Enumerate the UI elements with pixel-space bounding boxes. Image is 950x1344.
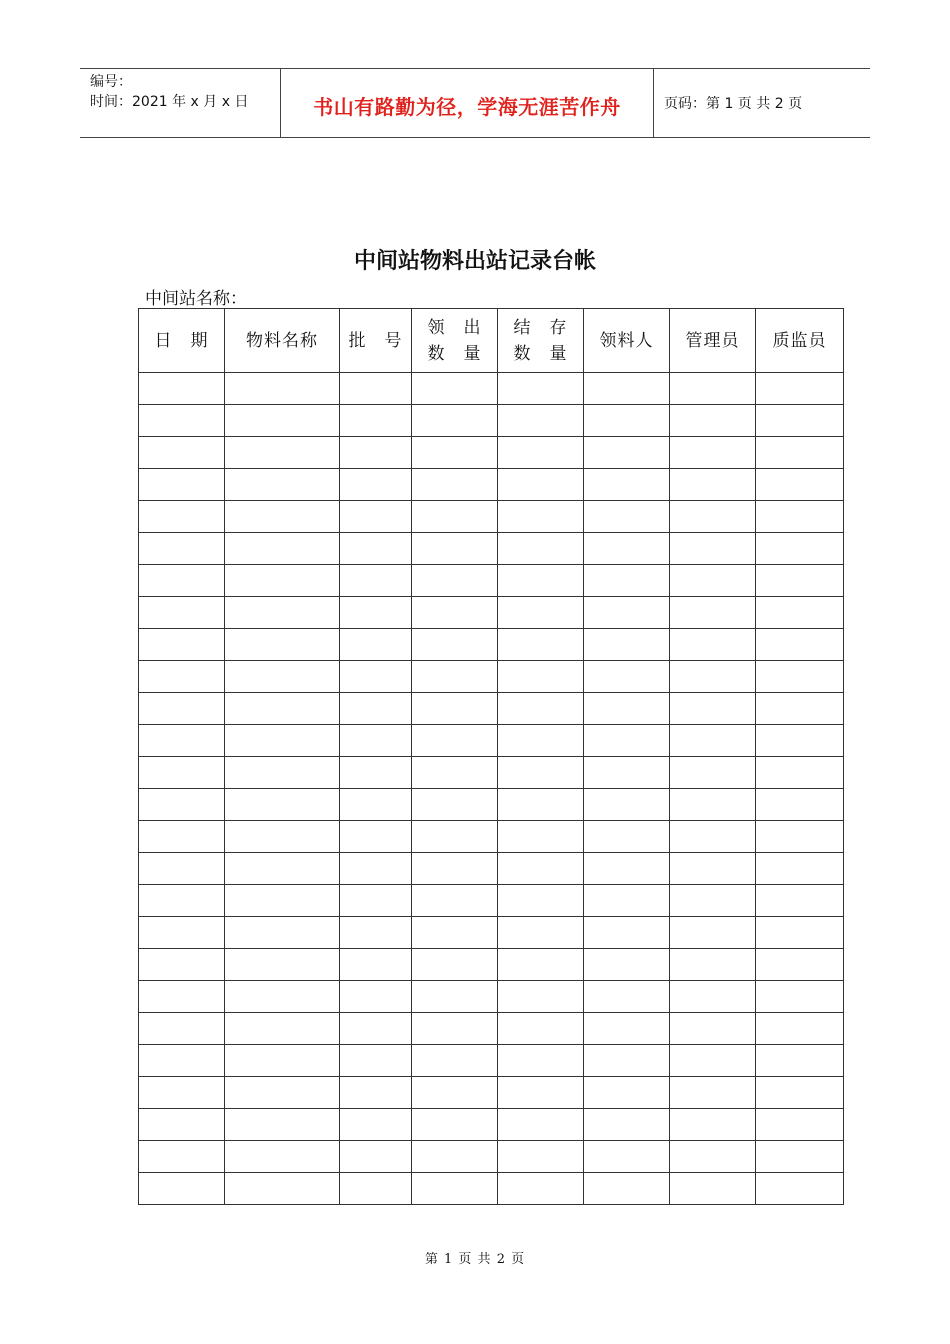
table-cell[interactable]	[340, 757, 412, 789]
table-cell[interactable]	[139, 597, 225, 629]
table-cell[interactable]	[670, 853, 756, 885]
table-row	[139, 789, 844, 821]
table-cell[interactable]	[225, 597, 340, 629]
table-cell[interactable]	[412, 501, 498, 533]
table-cell[interactable]	[412, 661, 498, 693]
table-cell[interactable]	[756, 1141, 844, 1173]
table-row	[139, 629, 844, 661]
header-meta	[80, 69, 281, 137]
table-cell[interactable]	[670, 1077, 756, 1109]
table-cell[interactable]	[340, 725, 412, 757]
table-row	[139, 1173, 844, 1205]
table-cell[interactable]	[225, 1045, 340, 1077]
table-cell[interactable]	[139, 917, 225, 949]
table-cell[interactable]	[340, 1141, 412, 1173]
table-cell[interactable]	[584, 1109, 670, 1141]
table-cell[interactable]	[340, 821, 412, 853]
table-cell[interactable]	[756, 1173, 844, 1205]
table-cell[interactable]	[584, 661, 670, 693]
table-cell[interactable]	[498, 1141, 584, 1173]
column-header-batch-number: 批 号	[340, 309, 412, 373]
table-cell[interactable]	[412, 725, 498, 757]
table-cell[interactable]	[139, 1045, 225, 1077]
table-cell[interactable]	[670, 597, 756, 629]
table-cell[interactable]	[756, 789, 844, 821]
table-cell[interactable]	[670, 437, 756, 469]
table-cell[interactable]	[756, 821, 844, 853]
table-row	[139, 1141, 844, 1173]
table-cell[interactable]	[584, 757, 670, 789]
table-cell[interactable]	[756, 597, 844, 629]
table-cell[interactable]	[498, 1077, 584, 1109]
station-name-label: 中间站名称：	[145, 289, 247, 309]
table-cell[interactable]	[139, 757, 225, 789]
page-footer: 第 1 页 共 2 页	[424, 1252, 526, 1267]
table-cell[interactable]	[670, 693, 756, 725]
table-cell[interactable]	[498, 405, 584, 437]
table-row	[139, 949, 844, 981]
table-cell[interactable]	[498, 693, 584, 725]
table-cell[interactable]	[670, 469, 756, 501]
table-cell[interactable]	[756, 437, 844, 469]
table-cell[interactable]	[584, 1077, 670, 1109]
table-cell[interactable]	[340, 629, 412, 661]
table-cell[interactable]	[412, 693, 498, 725]
table-cell[interactable]	[139, 949, 225, 981]
table-cell[interactable]	[756, 661, 844, 693]
table-cell[interactable]	[756, 981, 844, 1013]
table-cell[interactable]	[340, 789, 412, 821]
table-cell[interactable]	[670, 725, 756, 757]
table-cell[interactable]	[584, 949, 670, 981]
table-cell[interactable]	[498, 917, 584, 949]
table-cell[interactable]	[670, 1045, 756, 1077]
table-cell[interactable]	[670, 885, 756, 917]
table-cell[interactable]	[139, 629, 225, 661]
date-label: 时间：2021 年 x 月 x 日	[90, 94, 249, 110]
table-cell[interactable]	[139, 853, 225, 885]
table-cell[interactable]	[412, 533, 498, 565]
table-cell[interactable]	[225, 565, 340, 597]
table-cell[interactable]	[225, 789, 340, 821]
table-cell[interactable]	[670, 661, 756, 693]
table-cell[interactable]	[340, 565, 412, 597]
table-cell[interactable]	[412, 1173, 498, 1205]
table-row	[139, 693, 844, 725]
table-cell[interactable]	[412, 917, 498, 949]
table-cell[interactable]	[340, 469, 412, 501]
table-cell[interactable]	[756, 1045, 844, 1077]
table-row	[139, 661, 844, 693]
table-cell[interactable]	[670, 981, 756, 1013]
table-cell[interactable]	[225, 917, 340, 949]
table-cell[interactable]	[340, 917, 412, 949]
table-cell[interactable]	[412, 885, 498, 917]
table-cell[interactable]	[340, 981, 412, 1013]
table-cell[interactable]	[340, 501, 412, 533]
table-row	[139, 1077, 844, 1109]
table-cell[interactable]	[498, 501, 584, 533]
table-cell[interactable]	[412, 405, 498, 437]
table-row	[139, 437, 844, 469]
table-cell[interactable]	[139, 661, 225, 693]
table-cell[interactable]	[225, 1141, 340, 1173]
table-cell[interactable]	[139, 533, 225, 565]
table-cell[interactable]	[756, 405, 844, 437]
table-cell[interactable]	[340, 949, 412, 981]
table-row	[139, 1109, 844, 1141]
table-cell[interactable]	[225, 821, 340, 853]
table-cell[interactable]	[584, 405, 670, 437]
table-cell[interactable]	[412, 437, 498, 469]
table-cell[interactable]	[225, 949, 340, 981]
table-row	[139, 501, 844, 533]
table-cell[interactable]	[670, 757, 756, 789]
table-cell[interactable]	[340, 1077, 412, 1109]
table-cell[interactable]	[340, 885, 412, 917]
table-cell[interactable]	[498, 661, 584, 693]
table-cell[interactable]	[584, 1045, 670, 1077]
table-cell[interactable]	[584, 533, 670, 565]
table-cell[interactable]	[340, 597, 412, 629]
table-cell[interactable]	[756, 533, 844, 565]
table-cell[interactable]	[340, 1045, 412, 1077]
table-cell[interactable]	[225, 725, 340, 757]
header-page-cell	[654, 69, 870, 137]
table-cell[interactable]	[584, 789, 670, 821]
table-cell[interactable]	[139, 1077, 225, 1109]
table-cell[interactable]	[225, 469, 340, 501]
table-cell[interactable]	[584, 629, 670, 661]
table-cell[interactable]	[225, 757, 340, 789]
column-header-manager: 管理员	[670, 309, 756, 373]
table-cell[interactable]	[584, 981, 670, 1013]
table-cell[interactable]	[756, 373, 844, 405]
table-cell[interactable]	[498, 981, 584, 1013]
table-cell[interactable]	[139, 693, 225, 725]
column-header-material-name: 物料名称	[225, 309, 340, 373]
table-row	[139, 885, 844, 917]
header-page-number: 页码：第 1 页 共 2 页	[664, 96, 803, 112]
table-cell[interactable]	[498, 533, 584, 565]
table-cell[interactable]	[756, 917, 844, 949]
table-cell[interactable]	[225, 501, 340, 533]
column-header-quality-inspector: 质监员	[756, 309, 844, 373]
ledger-body	[139, 373, 844, 1205]
table-cell[interactable]	[584, 469, 670, 501]
table-cell[interactable]	[670, 405, 756, 437]
table-cell[interactable]	[756, 853, 844, 885]
document-header	[80, 68, 870, 138]
table-cell[interactable]	[670, 629, 756, 661]
table-cell[interactable]	[584, 1173, 670, 1205]
table-cell[interactable]	[340, 373, 412, 405]
table-cell[interactable]	[139, 1109, 225, 1141]
table-cell[interactable]	[498, 725, 584, 757]
serial-number-label: 编号：	[90, 74, 132, 90]
table-row	[139, 917, 844, 949]
table-cell[interactable]	[412, 789, 498, 821]
table-cell[interactable]	[584, 565, 670, 597]
table-row	[139, 405, 844, 437]
table-cell[interactable]	[670, 1173, 756, 1205]
table-cell[interactable]	[412, 949, 498, 981]
table-cell[interactable]	[340, 1173, 412, 1205]
table-row	[139, 725, 844, 757]
table-cell[interactable]	[498, 1109, 584, 1141]
table-cell[interactable]	[412, 853, 498, 885]
table-cell[interactable]	[139, 821, 225, 853]
table-cell[interactable]	[584, 725, 670, 757]
table-cell[interactable]	[225, 1077, 340, 1109]
table-cell[interactable]	[340, 853, 412, 885]
column-header-date: 日 期	[139, 309, 225, 373]
table-cell[interactable]	[670, 1109, 756, 1141]
column-header-issued-quantity: 领 出 数 量	[412, 309, 498, 373]
table-cell[interactable]	[225, 1173, 340, 1205]
table-cell[interactable]	[670, 821, 756, 853]
table-cell[interactable]	[498, 1173, 584, 1205]
table-cell[interactable]	[498, 629, 584, 661]
table-cell[interactable]	[225, 981, 340, 1013]
table-cell[interactable]	[584, 693, 670, 725]
table-cell[interactable]	[225, 373, 340, 405]
table-cell[interactable]	[139, 405, 225, 437]
table-cell[interactable]	[756, 469, 844, 501]
table-cell[interactable]	[412, 469, 498, 501]
column-header-balance-quantity: 结 存 数 量	[498, 309, 584, 373]
table-cell[interactable]	[225, 405, 340, 437]
table-cell[interactable]	[756, 1077, 844, 1109]
table-cell[interactable]	[412, 821, 498, 853]
table-cell[interactable]	[584, 917, 670, 949]
table-cell[interactable]	[584, 885, 670, 917]
table-cell[interactable]	[498, 373, 584, 405]
table-cell[interactable]	[498, 437, 584, 469]
table-cell[interactable]	[412, 373, 498, 405]
table-row	[139, 565, 844, 597]
table-cell[interactable]	[412, 565, 498, 597]
table-cell[interactable]	[584, 1141, 670, 1173]
table-cell[interactable]	[225, 853, 340, 885]
table-cell[interactable]	[756, 693, 844, 725]
table-cell[interactable]	[139, 1013, 225, 1045]
table-cell[interactable]	[584, 597, 670, 629]
table-cell[interactable]	[225, 885, 340, 917]
table-cell[interactable]	[340, 693, 412, 725]
table-row	[139, 821, 844, 853]
document-title: 中间站物料出站记录台帐	[353, 248, 596, 274]
table-cell[interactable]	[412, 1045, 498, 1077]
table-cell[interactable]	[412, 1141, 498, 1173]
table-cell[interactable]	[340, 1013, 412, 1045]
table-cell[interactable]	[670, 1141, 756, 1173]
table-cell[interactable]	[498, 565, 584, 597]
table-cell[interactable]	[670, 373, 756, 405]
table-cell[interactable]	[412, 1077, 498, 1109]
table-cell[interactable]	[139, 1141, 225, 1173]
table-cell[interactable]	[340, 405, 412, 437]
table-cell[interactable]	[756, 949, 844, 981]
table-cell[interactable]	[412, 1109, 498, 1141]
table-cell[interactable]	[498, 885, 584, 917]
table-row	[139, 757, 844, 789]
table-cell[interactable]	[139, 1173, 225, 1205]
table-cell[interactable]	[584, 1013, 670, 1045]
table-cell[interactable]	[340, 1109, 412, 1141]
table-cell[interactable]	[498, 821, 584, 853]
table-cell[interactable]	[139, 565, 225, 597]
table-cell[interactable]	[756, 1013, 844, 1045]
table-cell[interactable]	[670, 949, 756, 981]
table-cell[interactable]	[225, 533, 340, 565]
table-cell[interactable]	[498, 853, 584, 885]
table-cell[interactable]	[498, 789, 584, 821]
table-cell[interactable]	[584, 821, 670, 853]
table-cell[interactable]	[412, 1013, 498, 1045]
table-cell[interactable]	[584, 501, 670, 533]
table-cell[interactable]	[756, 1109, 844, 1141]
table-cell[interactable]	[225, 1013, 340, 1045]
header-motto-cell	[281, 69, 654, 137]
ledger-table	[138, 308, 844, 1205]
table-cell[interactable]	[498, 757, 584, 789]
table-cell[interactable]	[340, 437, 412, 469]
table-cell[interactable]	[225, 693, 340, 725]
table-cell[interactable]	[139, 789, 225, 821]
table-row	[139, 597, 844, 629]
table-cell[interactable]	[756, 885, 844, 917]
table-row	[139, 1013, 844, 1045]
table-row	[139, 981, 844, 1013]
table-cell[interactable]	[756, 565, 844, 597]
table-cell[interactable]	[670, 1013, 756, 1045]
table-row	[139, 373, 844, 405]
table-cell[interactable]	[670, 501, 756, 533]
table-cell[interactable]	[412, 757, 498, 789]
table-cell[interactable]	[340, 661, 412, 693]
table-cell[interactable]	[670, 789, 756, 821]
ledger-header-row	[139, 309, 844, 373]
table-cell[interactable]	[139, 373, 225, 405]
table-cell[interactable]	[225, 629, 340, 661]
table-cell[interactable]	[756, 757, 844, 789]
table-cell[interactable]	[412, 981, 498, 1013]
table-cell[interactable]	[670, 917, 756, 949]
table-cell[interactable]	[139, 469, 225, 501]
table-cell[interactable]	[498, 1045, 584, 1077]
table-cell[interactable]	[139, 501, 225, 533]
header-motto: 书山有路勤为径，学海无涯苦作舟	[313, 94, 621, 119]
table-cell[interactable]	[139, 885, 225, 917]
table-cell[interactable]	[139, 437, 225, 469]
table-cell[interactable]	[584, 853, 670, 885]
table-cell[interactable]	[225, 661, 340, 693]
table-cell[interactable]	[498, 469, 584, 501]
table-row	[139, 1045, 844, 1077]
table-cell[interactable]	[139, 725, 225, 757]
table-cell[interactable]	[670, 533, 756, 565]
table-row	[139, 469, 844, 501]
table-cell[interactable]	[584, 437, 670, 469]
column-header-receiver: 领料人	[584, 309, 670, 373]
table-cell[interactable]	[756, 629, 844, 661]
table-cell[interactable]	[225, 437, 340, 469]
table-cell[interactable]	[412, 597, 498, 629]
table-cell[interactable]	[412, 629, 498, 661]
table-cell[interactable]	[225, 1109, 340, 1141]
table-cell[interactable]	[756, 501, 844, 533]
table-cell[interactable]	[498, 597, 584, 629]
table-cell[interactable]	[498, 949, 584, 981]
table-cell[interactable]	[139, 981, 225, 1013]
table-cell[interactable]	[340, 533, 412, 565]
table-cell[interactable]	[756, 725, 844, 757]
table-row	[139, 533, 844, 565]
table-cell[interactable]	[670, 565, 756, 597]
table-cell[interactable]	[584, 373, 670, 405]
table-row	[139, 853, 844, 885]
table-cell[interactable]	[498, 1013, 584, 1045]
